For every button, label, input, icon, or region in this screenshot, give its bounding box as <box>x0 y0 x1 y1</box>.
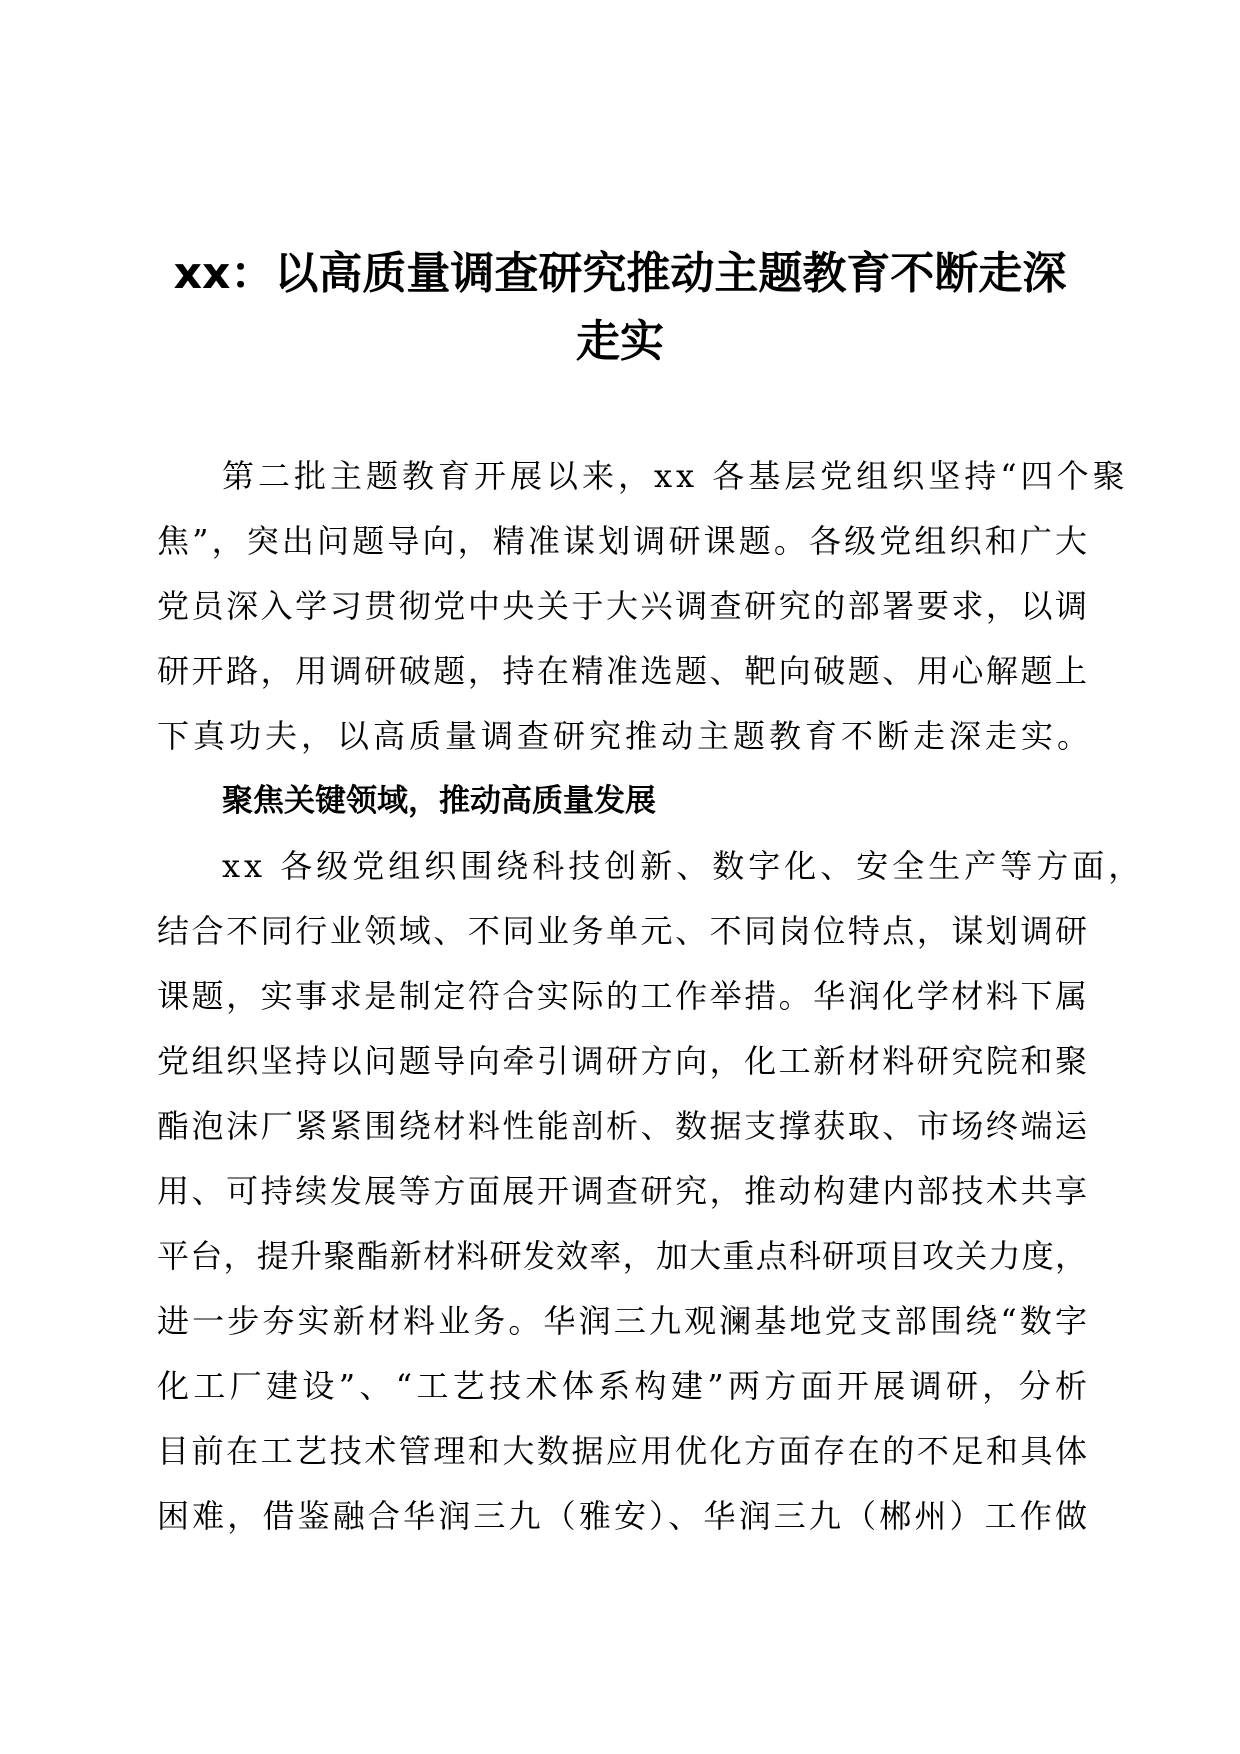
text-line: 平台，提升聚酯新材料研发效率，加大重点科研项目攻关力度， <box>157 1237 1087 1275</box>
text-line: 研开路，用调研破题，持在精准选题、靶向破题、用心解题上 <box>157 652 1087 690</box>
text-line: xx 各级党组织围绕科技创新、数字化、安全生产等方面， <box>222 847 1145 885</box>
document-title <box>150 240 1090 376</box>
text-line: 党员深入学习贯彻党中央关于大兴调查研究的部署要求，以调 <box>157 587 1087 625</box>
text-line: 党组织坚持以问题导向牵引调研方向，化工新材料研究院和聚 <box>157 1042 1087 1080</box>
text-line: 用、可持续发展等方面展开调查研究，推动构建内部技术共享 <box>157 1172 1087 1210</box>
section-heading: 聚焦关键领域，推动高质量发展 <box>222 783 656 819</box>
document-body <box>157 444 1145 1549</box>
text-line: 第二批主题教育开展以来，xx 各基层党组织坚持“四个聚 <box>222 457 1129 495</box>
text-line: 结合不同行业领域、不同业务单元、不同岗位特点，谋划调研 <box>157 912 1087 950</box>
text-line: 下真功夫，以高质量调查研究推动主题教育不断走深走实。 <box>157 717 1094 755</box>
title-line-2: 走实 <box>576 316 664 367</box>
text-line: 酯泡沫厂紧紧围绕材料性能剖析、数据支撑获取、市场终端运 <box>157 1107 1087 1145</box>
paragraph-intro <box>157 444 1129 769</box>
text-line: 困难，借鉴融合华润三九（雅安）、华润三九（郴州）工作做 <box>157 1497 1087 1535</box>
text-line: 进一步夯实新材料业务。华润三九观澜基地党支部围绕“数字 <box>157 1302 1087 1340</box>
text-line: 化工厂建设”、“工艺技术体系构建”两方面开展调研，分析 <box>157 1367 1087 1405</box>
title-line-1: xx：以高质量调查研究推动主题教育不断走深 <box>173 248 1067 299</box>
text-line: 课题，实事求是制定符合实际的工作举措。华润化学材料下属 <box>157 977 1087 1015</box>
text-line: 目前在工艺技术管理和大数据应用优化方面存在的不足和具体 <box>157 1432 1087 1470</box>
paragraph-key-areas <box>157 834 1145 1549</box>
text-line: 焦”，突出问题导向，精准谋划调研课题。各级党组织和广大 <box>157 522 1087 560</box>
